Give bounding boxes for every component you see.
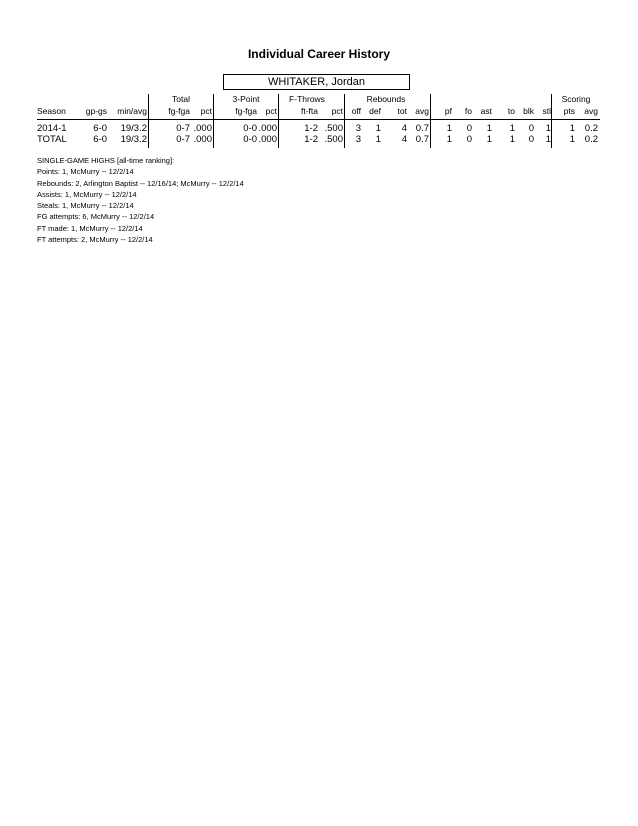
col-ft-pct: pct [331,106,343,116]
highs-line: Rebounds: 2, Arlington Baptist -- 12/16/14; McMurry -- 12/2/14 [37,178,244,188]
cell-pts-avg: 0.2 [584,123,598,134]
highs-line: Steals: 1, McMurry -- 12/2/14 [37,201,134,211]
col-pts-avg: avg [584,106,598,116]
col-pts: pts [563,106,575,116]
column-header-row [37,106,600,120]
table-row [37,123,600,134]
highs-line: FT made: 1, McMurry -- 12/2/14 [37,223,143,233]
highs-line: FT attempts: 2, McMurry -- 12/2/14 [37,235,153,245]
cell-fo: 0 [466,123,472,134]
col-fg3-fga: fg-fga [235,106,257,116]
cell-fg-pct: .000 [193,134,212,145]
cell-ft-pct: .500 [324,134,343,145]
cell-fg-fga: 0-7 [176,123,190,134]
cell-ft-pct: .500 [324,123,343,134]
cell-pts: 1 [569,134,575,145]
player-name-box: WHITAKER, Jordan [223,74,410,90]
group-scoring: Scoring [561,94,591,104]
cell-tot: 4 [401,123,407,134]
cell-tot: 4 [401,134,407,145]
cell-ast: 1 [486,123,492,134]
cell-gp-gs: 6-0 [93,134,107,145]
col-ft-fta: ft-fta [300,106,318,116]
col-reb-avg: avg [415,106,429,116]
cell-fg3-fga: 0-0 [243,134,257,145]
cell-stl: 1 [545,123,551,134]
col-to: to [507,106,515,116]
cell-fg3-fga: 0-0 [243,123,257,134]
highs-line: Points: 1, McMurry -- 12/2/14 [37,167,134,177]
cell-gp-gs: 6-0 [93,123,107,134]
cell-fg3-pct: .000 [258,134,277,145]
cell-pf: 1 [446,134,452,145]
cell-min-avg: 19/3.2 [120,134,147,145]
cell-pts: 1 [569,123,575,134]
cell-to: 1 [509,134,515,145]
cell-min-avg: 19/3.2 [120,123,147,134]
highs-line: Assists: 1, McMurry -- 12/2/14 [37,189,137,199]
col-fg-fga: fg-fga [168,106,190,116]
cell-fg-fga: 0-7 [176,134,190,145]
col-blk: blk [523,106,534,116]
cell-ast: 1 [486,134,492,145]
cell-ft-fta: 1-2 [304,134,318,145]
cell-fg3-pct: .000 [258,123,277,134]
cell-season: 2014-1 [37,123,67,134]
cell-blk: 0 [528,134,534,145]
col-off: off [351,106,361,116]
col-fg-pct: pct [200,106,212,116]
cell-reb-avg: 0.7 [415,123,429,134]
cell-reb-avg: 0.7 [415,134,429,145]
col-def: def [369,106,381,116]
cell-def: 1 [375,123,381,134]
table-row-total [37,134,600,145]
cell-fg-pct: .000 [193,123,212,134]
col-season: Season [37,106,66,116]
col-fo: fo [464,106,472,116]
group-rebounds: Rebounds [366,94,406,104]
career-stats-table [37,94,600,145]
highs-line: FG attempts: 6, McMurry -- 12/2/14 [37,212,155,222]
cell-pf: 1 [446,123,452,134]
cell-blk: 0 [528,123,534,134]
group-free-throws: F-Throws [289,94,325,104]
col-stl: stl [542,106,551,116]
group-header-row [37,94,600,106]
cell-to: 1 [509,123,515,134]
cell-fo: 0 [466,134,472,145]
highs-heading: SINGLE-GAME HIGHS [all-time ranking]: [37,156,175,165]
col-fg3-pct: pct [265,106,277,116]
single-game-highs [37,155,244,245]
cell-season: TOTAL [37,134,67,145]
cell-off: 3 [355,123,361,134]
cell-stl: 1 [545,134,551,145]
cell-pts-avg: 0.2 [584,134,598,145]
col-ast: ast [480,106,492,116]
group-three-point: 3-Point [232,94,260,104]
report-title: Individual Career History [247,47,391,61]
group-total: Total [172,94,190,104]
col-min-avg: min/avg [117,106,147,116]
col-pf: pf [444,106,452,116]
col-gp-gs: gp-gs [85,106,107,116]
cell-off: 3 [355,134,361,145]
cell-def: 1 [375,134,381,145]
cell-ft-fta: 1-2 [304,123,318,134]
col-tot: tot [397,106,407,116]
